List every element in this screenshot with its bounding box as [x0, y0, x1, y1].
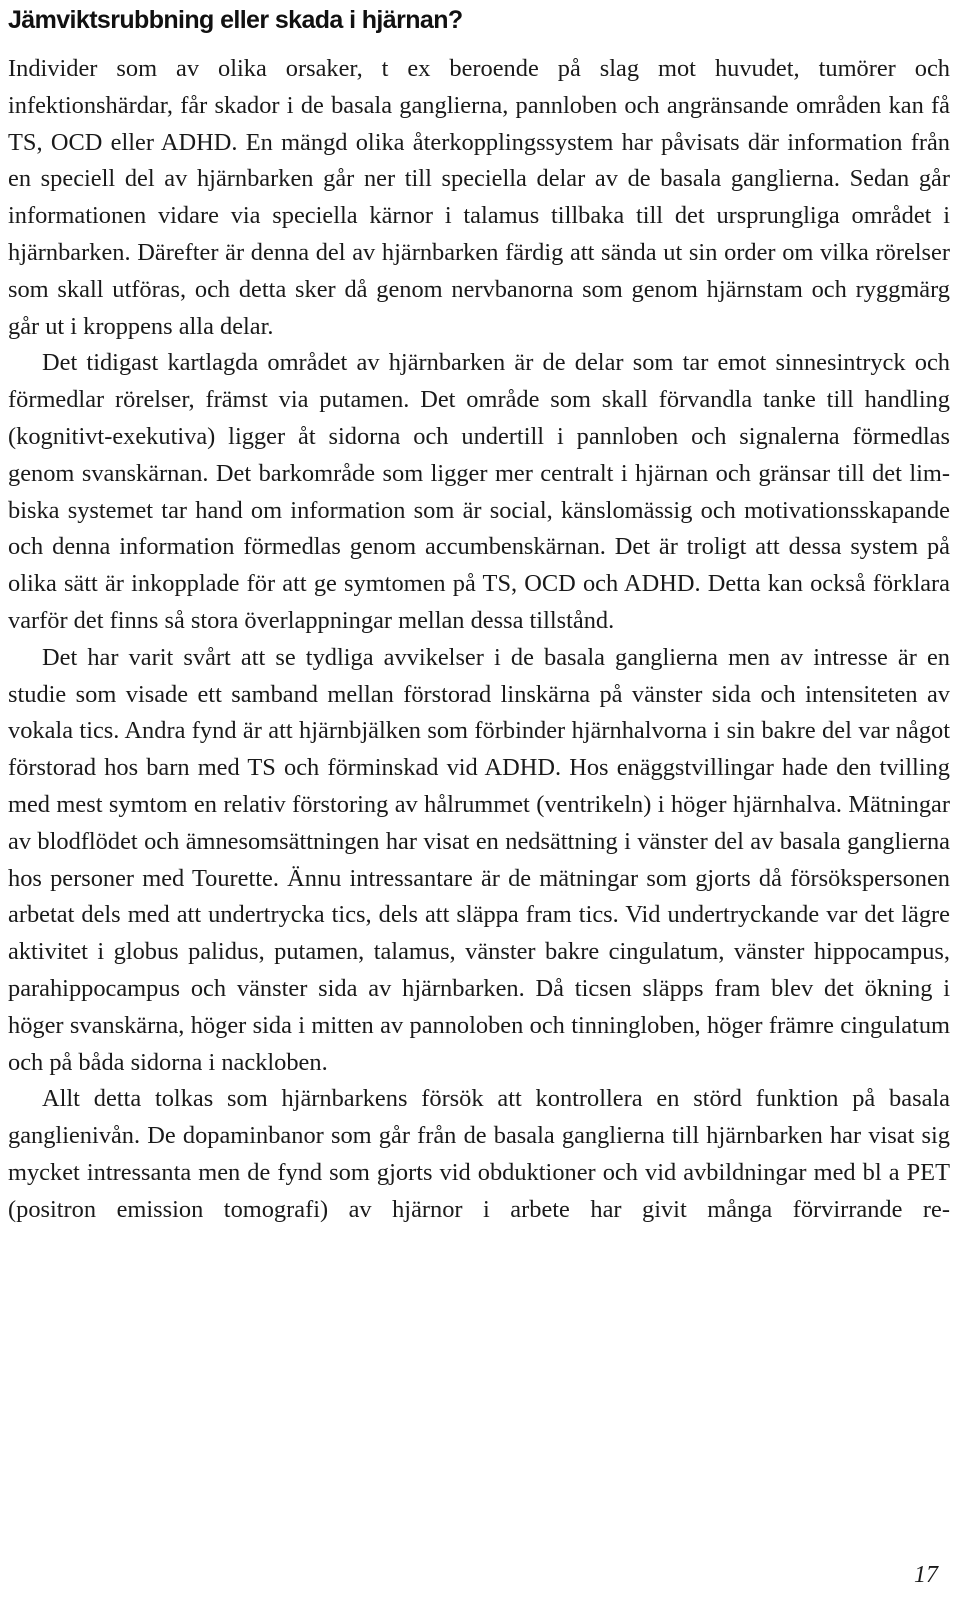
paragraph-2: Det tidigast kartlagda området av hjärnbarken är de delar som tar emot sinnesintryck och förmedlar rörelser, främst via putamen. Det område som skall förvandla tanke till handling (kognitivt-exekutiva) ligger åt sidorna och undertill i pannloben och signalerna förmedlas genom svanskärnan. Det barkområde som ligger mer centralt i hjärnan och gränsar till det limbiska systemet tar hand om information som är social, känslomässig och motivationsskapande och denna information förmedlas genom accumbenskärnan. Det är troligt att dessa system på olika sätt är inkopplade för att ge symtomen på TS, OCD och ADHD. Detta kan också förklara varför det finns så stora överlappningar mellan dessa tillstånd.	[8, 349, 950, 634]
paragraph-3: Det har varit svårt att se tydliga avvikelser i de basala ganglierna men av intresse är en studie som visade ett samband mellan förstorad linskärna på vänster sida och intensiteten av vokala tics. Andra fynd är att hjärnbjälken som förbinder hjärnhalvorna i sin bakre del var något förstorad hos barn med TS och förminskad vid ADHD. Hos enäggstvillingar hade den tvilling med mest symtom en relativ förstoring av hålrummet (ventrikeln) i höger hjärnhalva. Mätningar av blodflödet och ämnesomsättningen har visat en nedsättning i vänster del av basala ganglierna hos personer med Tourette. Ännu intressantare är de mätningar som gjorts då försökspersonen arbetat dels med att undertrycka tics, dels att släppa fram tics. Vid undertryckande var det lägre aktivitet i globus palidus, putamen, talamus, vänster bakre cingulatum, vänster hippocampus, parahippocampus och vänster sida av hjärnbarken. Då ticsen släpps fram blev det ökning i höger svanskärna, höger sida i mitten av pannoloben och tinningloben, höger främre cingulatum och på båda sidorna i nackloben.	[8, 643, 950, 1076]
page-number: 17	[914, 1562, 938, 1588]
paragraph-1: Individer som av olika orsaker, t ex beroende på slag mot huvudet, tumörer och infektionshärdar, får skador i de basala ganglierna, pannloben och angränsande områden kan få TS, OCD eller ADHD. En mängd olika återkopplingssystem har påvisats där information från en speciell del av hjärnbarken går ner till speciella delar av de basala ganglierna. Sedan går informationen vidare via speciella kärnor i talamus tillbaka till det ursprungliga området i hjärnbarken. Därefter är denna del av hjärnbarken färdig att sända ut sin order om vilka rörelser som skall utföras, och detta sker då genom nervbanorna som genom hjärnstam och ryggmärg går ut i kroppens alla delar.	[8, 55, 950, 340]
body-text	[8, 51, 950, 1229]
section-heading: Jämviktsrubbning eller skada i hjärnan?	[8, 6, 463, 34]
paragraph-4: Allt detta tolkas som hjärnbarkens försök att kontrollera en störd funktion på basala ganglienivån. De dopaminbanor som går från de basala ganglierna till hjärnbarken har visat sig mycket intressanta men de fynd som gjorts vid obduktioner och vid avbildningar med bl a PET (positron emission tomografi) av hjärnor i arbete har givit många förvirrande re-	[8, 1085, 950, 1223]
document-page	[8, 0, 950, 1229]
